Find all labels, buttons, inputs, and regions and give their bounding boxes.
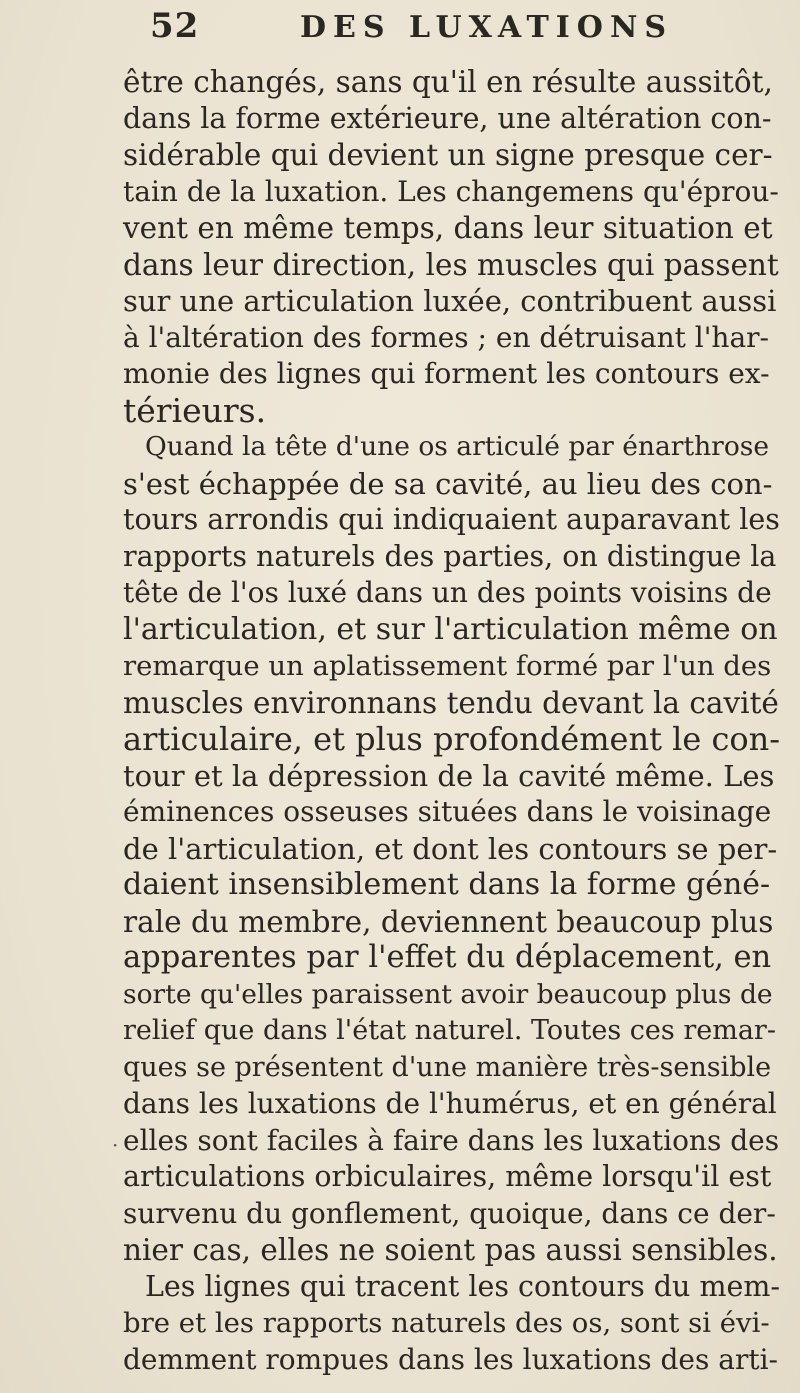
- text-line: demment rompues dans les luxations des arti-: [123, 1343, 779, 1376]
- text-line: rapports naturels des parties, on distingue la: [123, 539, 777, 573]
- text-line: tête de l'os luxé dans un des points voisins de: [123, 576, 772, 610]
- text-line: relief que dans l'état naturel. Toutes ces remar-: [123, 1015, 776, 1047]
- text-line: ques se présentent d'une manière très-sensible: [123, 1051, 772, 1083]
- text-line: survenu du gonflement, quoique, dans ce der-: [123, 1196, 776, 1230]
- text-line: daient insensiblement dans la forme géné-: [123, 867, 771, 903]
- text-line: muscles environnans tendu devant la cavité: [123, 685, 779, 720]
- text-line: sidérable qui devient un signe presque cer-: [123, 138, 773, 173]
- text-line: elles sont faciles à faire dans les luxations des: [123, 1123, 780, 1157]
- text-line: à l'altération des formes ; en détruisant l'har-: [123, 320, 769, 354]
- text-line: dans la forme extérieure, une altération con-: [123, 101, 772, 135]
- text-line: vent en même temps, dans leur situation et: [123, 211, 773, 246]
- text-line: tain de la luxation. Les changemens qu'éprou-: [123, 174, 779, 208]
- margin-mark: ·: [112, 1133, 119, 1157]
- text-line: sur une articulation luxée, contribuent aussi: [123, 284, 777, 319]
- text-line: Quand la tête d'une os articulé par énarthrose: [145, 431, 770, 463]
- text-line: articulations orbiculaires, même lorsqu'il est: [123, 1160, 772, 1194]
- text-line: tours arrondis qui indiquaient auparavant les: [123, 503, 780, 537]
- text-line: de l'articulation, et dont les contours se per-: [123, 831, 778, 866]
- text-line: s'est échappée de sa cavité, au lieu des con-: [123, 466, 773, 501]
- text-line: térieurs.: [123, 390, 267, 430]
- page-header: [0, 4, 800, 56]
- text-line: rale du membre, deviennent beaucoup plus: [123, 904, 774, 939]
- text-line: l'articulation, et sur l'articulation même on: [123, 611, 778, 647]
- text-line: articulaire, et plus profondément le con-: [123, 720, 781, 759]
- page-number: 52: [150, 6, 200, 46]
- text-line: monie des lignes qui forment les contours ex-: [123, 357, 770, 391]
- text-line: tour et la dépression de la cavité même. Les: [123, 758, 775, 793]
- text-line: Les lignes qui tracent les contours du mem-: [145, 1269, 781, 1303]
- text-line: dans leur direction, les muscles qui passent: [123, 247, 779, 282]
- text-line: bre et les rapports naturels des os, sont si évi-: [123, 1307, 770, 1340]
- text-line: nier cas, elles ne soient pas aussi sensibles.: [123, 1233, 778, 1268]
- text-line: dans les luxations de l'humérus, et en général: [123, 1087, 777, 1121]
- text-line: sorte qu'elles paraissent avoir beaucoup plus de: [123, 978, 773, 1010]
- text-line: apparentes par l'effet du déplacement, en: [123, 940, 772, 976]
- text-line: remarque un aplatissement formé par l'un des: [123, 650, 772, 683]
- text-line: être changés, sans qu'il en résulte aussitôt,: [123, 65, 773, 99]
- text-line: éminences osseuses situées dans le voisinage: [123, 795, 772, 829]
- running-title: DES LUXATIONS: [300, 10, 674, 45]
